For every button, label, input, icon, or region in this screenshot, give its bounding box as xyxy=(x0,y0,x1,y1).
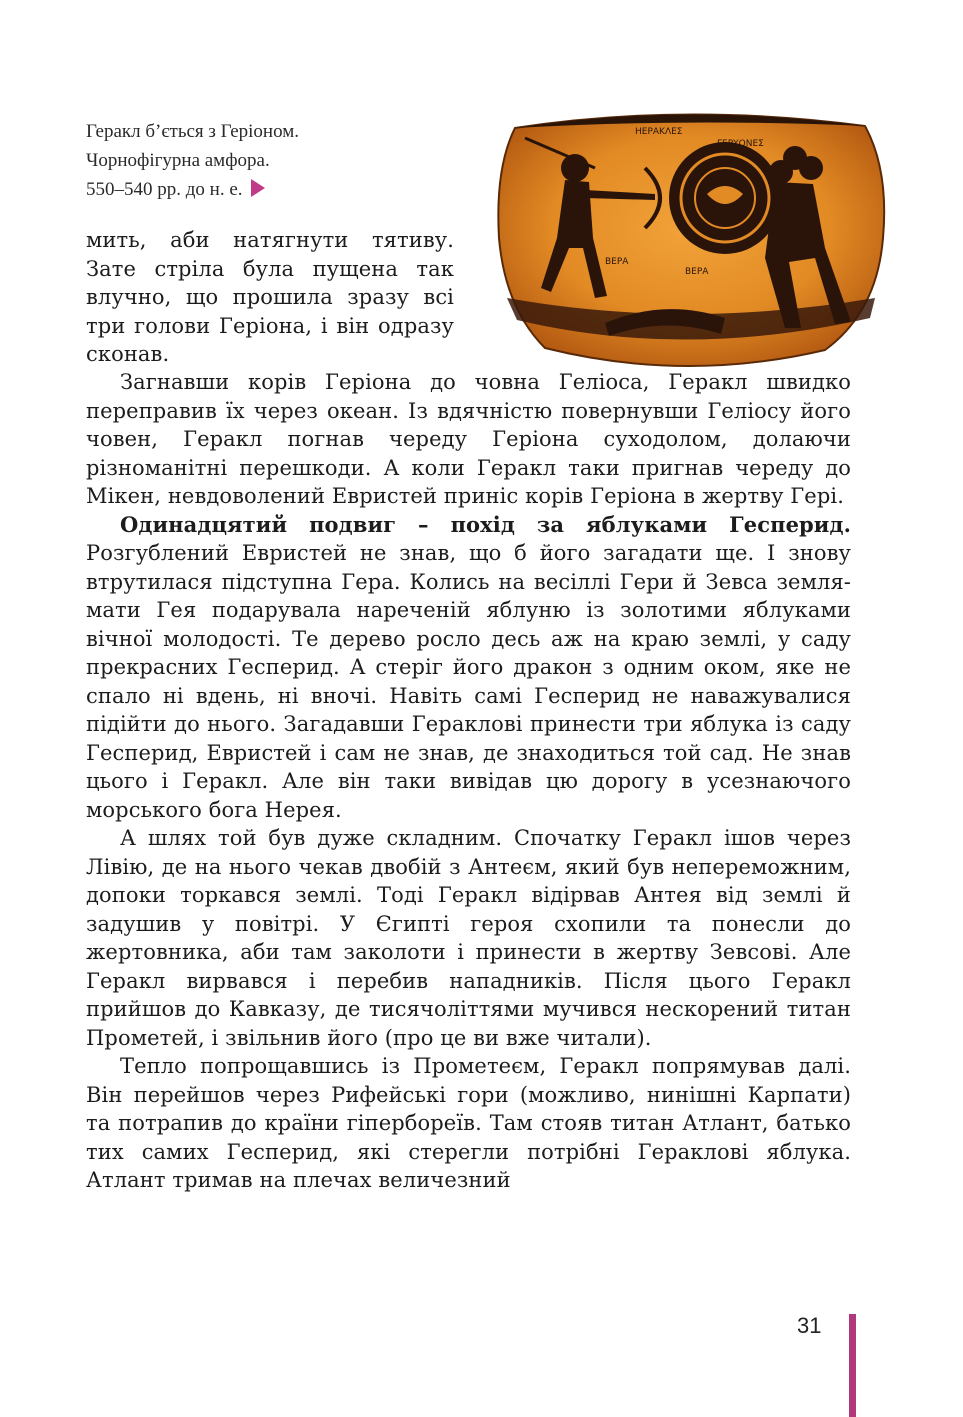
paragraph: А шлях той був дуже складним. Спочатку Геракл ішов через Лівію, де на нього чекав двобій з Антеєм, який був непереможним, допоки торкався землі. Тоді Геракл відірвав Антея від землі й задушив у повітрі. У Єгипті героя схопили та понесли до жертовника, аби там заколоти і принести в жертву Зевсові. Але Геракл вирвався і перебив нападників. Після цього Геракл прийшов до Кавказу, де тисячоліттями мучився нескорений титан Прометей, і звільнив його (про це ви вже читали). xyxy=(86,826,851,1050)
section-heading: Одинадцятий подвиг – похід за яблуками Гесперид. xyxy=(120,511,851,537)
narrow-text-block xyxy=(86,226,454,369)
paragraph: Одинадцятий подвиг – похід за яблуками Гесперид. Розгублений Евристей не знав, що б його загадати ще. І знову втрутилася підступна Гера. Колись на весіллі Гери й Зевса земля-мати Гея подарувала нареченій яблуню із золотими яблуками вічної молодості. Те дерево росло десь аж на краю землі, у саду прекрасних Гесперид. А стеріг його дракон з одним оком, яке не спало ні вдень, ні вночі. Навіть самі Гесперид не наважувалися підійти до нього. Загадавши Гераклові принести три яблука із саду Гесперид, Евристей і сам не знав, де знаходиться той сад. Не знав цього і Геракл. Але він таки вивідав цю дорогу в усезнаючого морського бога Нерея. xyxy=(86,511,851,822)
paragraph: Загнавши корів Геріона до човна Геліоса, Геракл швидко переправив їх через океан. Із вдячністю повернувши Геліосу його човен, Геракл погнав череду Геріона суходолом, долаючи різноманітні перешкоди. А коли Геракл таки пригнав череду до Мікен, невдоволений Евристей приніс корів Геріона в жертву Гері. xyxy=(86,370,851,508)
caption-line: 550–540 рр. до н. е. xyxy=(86,175,416,204)
page-accent-bar xyxy=(849,1314,856,1417)
caption-line: Чорнофігурна амфора. xyxy=(86,150,270,171)
main-text-block xyxy=(86,368,851,1195)
vase-inscription: ΒΕΡΑ xyxy=(605,257,629,267)
paragraph: Тепло попрощавшись із Прометеєм, Геракл попрямував далі. Він перейшов через Рифейські гори (можливо, нинішні Карпати) та потрапив до країни гіпербореїв. Там стояв титан Атлант, батько тих самих Гесперид, які стерегли потрібні Гераклові яблука. Атлант тримав на плечах величезний xyxy=(86,1054,851,1192)
paragraph: мить, аби натягнути тятиву. Зате стріла була пущена так влучно, що прошила зразу всі три голови Геріона, і він одразу сконав. xyxy=(86,228,454,366)
vase-inscription: ΗΕΡΑΚΛΕΣ xyxy=(635,127,683,137)
figure-caption xyxy=(86,117,416,204)
page-number: 31 xyxy=(797,1313,822,1338)
vase-inscription: ΓΕΡΥΟΝΕΣ xyxy=(717,139,764,149)
caption-line: Геракл б’ється з Геріоном. xyxy=(86,121,299,142)
amphora-image xyxy=(485,98,893,376)
vase-inscription: ΒΕΡΑ xyxy=(685,267,709,277)
triangle-right-icon xyxy=(251,179,265,197)
